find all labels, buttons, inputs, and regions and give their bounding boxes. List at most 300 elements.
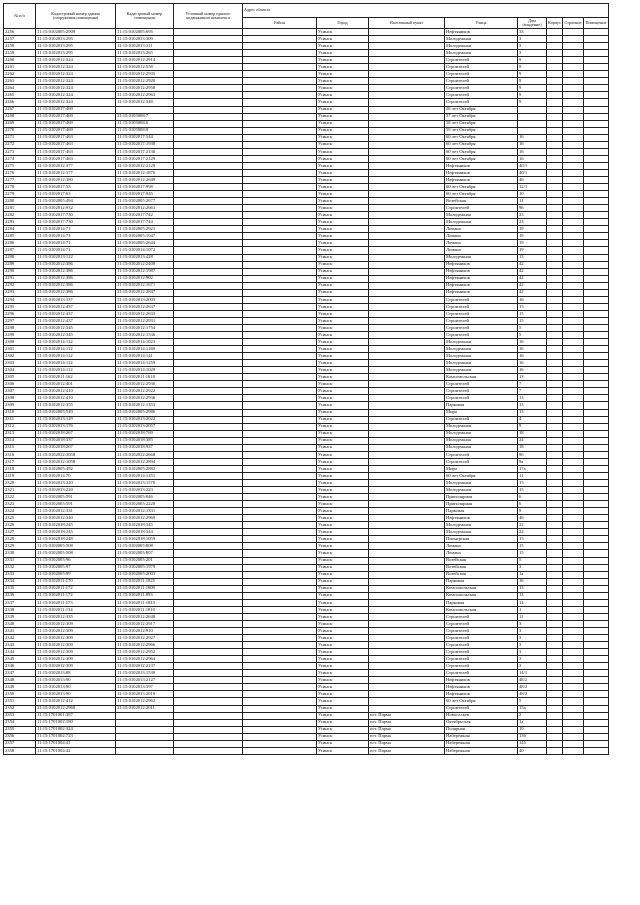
cell-number: 2324 (4, 508, 36, 515)
cell-building (562, 557, 583, 564)
cell-cadastral-room: 11:15:0102017:2129 (116, 155, 174, 162)
cell-city: Усинск (317, 113, 369, 120)
table-row (4, 113, 609, 120)
cell-city: Усинск (317, 522, 369, 529)
cell-house: 46 (518, 176, 547, 183)
cell-street: Строителей (445, 620, 518, 627)
cell-city: Усинск (317, 317, 369, 324)
cell-city: Усинск (317, 381, 369, 388)
cell-conditional-number (174, 240, 243, 247)
cell-building (562, 529, 583, 536)
cell-cadastral-building: 11:15:0102012:437 (36, 310, 116, 317)
cell-cadastral-building: 11:15:0102012:437 (36, 317, 116, 324)
cell-region (243, 78, 317, 85)
cell-building (562, 43, 583, 50)
cell-cadastral-building: 11:15:0102017:469 (36, 113, 116, 120)
cell-korpus (547, 212, 563, 219)
cell-city: Усинск (317, 663, 369, 670)
cell-settlement (369, 472, 445, 479)
cell-street: Молодежная (445, 444, 518, 451)
cell-room (583, 332, 608, 339)
cell-street: Молодежная (445, 43, 518, 50)
cell-korpus (547, 85, 563, 92)
cell-house: 9 (518, 92, 547, 99)
cell-number: 2302 (4, 353, 36, 360)
cell-settlement (369, 522, 445, 529)
cell-cadastral-building: 11:15:0102012:437 (36, 303, 116, 310)
cell-city: Усинск (317, 501, 369, 508)
cell-number: 2280 (4, 198, 36, 205)
table-row (4, 571, 609, 578)
cell-conditional-number (174, 141, 243, 148)
cell-region (243, 233, 317, 240)
cell-conditional-number (174, 472, 243, 479)
cell-building (562, 367, 583, 374)
cell-number: 2301 (4, 346, 36, 353)
cell-city: Усинск (317, 43, 369, 50)
cell-room (583, 515, 608, 522)
table-row (4, 543, 609, 550)
cell-conditional-number (174, 268, 243, 275)
cell-korpus (547, 663, 563, 670)
cell-street: Ломана (445, 233, 518, 240)
cell-street: Молодежная (445, 360, 518, 367)
cell-number: 2293 (4, 289, 36, 296)
cell-cadastral-room: 11:15:0102012:1987 (116, 268, 174, 275)
cell-street: 57 лет Октября (445, 113, 518, 120)
cell-city: Усинск (317, 451, 369, 458)
cell-number: 2267 (4, 106, 36, 113)
cell-korpus (547, 501, 563, 508)
table-row (4, 282, 609, 289)
cell-city: Усинск (317, 127, 369, 134)
table-row (4, 191, 609, 198)
cell-cadastral-building: 11:15:0102012:309 (36, 663, 116, 670)
cell-building (562, 494, 583, 501)
cell-cadastral-building: 11:15:0102012:324 (36, 71, 116, 78)
cell-house: 13 (518, 254, 547, 261)
cell-number: 2277 (4, 176, 36, 183)
cell-korpus (547, 148, 563, 155)
cell-settlement: пгт. Парма (369, 747, 445, 754)
cell-region (243, 381, 317, 388)
cell-building (562, 282, 583, 289)
cell-building (562, 536, 583, 543)
cell-house: 13 (518, 585, 547, 592)
cell-city: Усинск (317, 346, 369, 353)
cell-settlement (369, 176, 445, 183)
cell-conditional-number (174, 219, 243, 226)
cell-region (243, 92, 317, 99)
cell-cadastral-building: 11:15:0102018:267 (36, 430, 116, 437)
cell-city: Усинск (317, 289, 369, 296)
cell-number: 2266 (4, 99, 36, 106)
cell-cadastral-building: 11:15:1701004:41 (36, 740, 116, 747)
cell-number: 2268 (4, 113, 36, 120)
cell-cadastral-building: 11:15:0102014:112 (36, 339, 116, 346)
cell-cadastral-room: 11:15:0102012:1876 (116, 169, 174, 176)
cell-cadastral-building: 11:15:0102012:377 (36, 162, 116, 169)
cell-settlement (369, 169, 445, 176)
cell-number: 2353 (4, 712, 36, 719)
cell-street: Нефтяников (445, 691, 518, 698)
cell-conditional-number (174, 43, 243, 50)
cell-number: 2283 (4, 219, 36, 226)
cell-settlement (369, 480, 445, 487)
cell-street: Молодежная (445, 487, 518, 494)
cell-house: 16 (518, 346, 547, 353)
cell-city: Усинск (317, 205, 369, 212)
cell-region (243, 176, 317, 183)
cell-house: 13 (518, 374, 547, 381)
cell-korpus (547, 191, 563, 198)
cell-cadastral-room: 11:15:0102012:2952 (116, 649, 174, 656)
cell-room (583, 127, 608, 134)
cell-street: Строителей (445, 663, 518, 670)
cell-cadastral-room: 11:15:0102005:2986 (116, 409, 174, 416)
table-row (4, 564, 609, 571)
cell-settlement (369, 367, 445, 374)
cell-cadastral-room: 11:15:0102012:1754 (116, 324, 174, 331)
cell-region (243, 268, 317, 275)
cell-house: 40 (518, 747, 547, 754)
cell-room (583, 219, 608, 226)
cell-conditional-number (174, 416, 243, 423)
cell-street: Набережная (445, 747, 518, 754)
cell-city: Усинск (317, 416, 369, 423)
cell-korpus (547, 310, 563, 317)
cell-conditional-number (174, 303, 243, 310)
cell-street: Парковая (445, 402, 518, 409)
cell-region (243, 113, 317, 120)
cell-house: 9 (518, 85, 547, 92)
cell-cadastral-room: 11:15:0102013:223 (116, 487, 174, 494)
cell-city: Усинск (317, 402, 369, 409)
cell-street: Ломана (445, 240, 518, 247)
cell-number: 2338 (4, 606, 36, 613)
cell-house: 5 (518, 324, 547, 331)
cell-street: Нефтяников (445, 261, 518, 268)
table-row (4, 85, 609, 92)
cell-building (562, 550, 583, 557)
cell-cadastral-room: 11:15:0102005:2003 (116, 571, 174, 578)
cell-number: 2350 (4, 691, 36, 698)
cell-house: 40/1 (518, 162, 547, 169)
cell-room (583, 71, 608, 78)
cell-korpus (547, 346, 563, 353)
cell-korpus (547, 508, 563, 515)
cell-cadastral-building: 11:15:0102013:90 (36, 677, 116, 684)
cell-building (562, 339, 583, 346)
table-row (4, 585, 609, 592)
cell-settlement (369, 578, 445, 585)
cell-house: 19 (518, 240, 547, 247)
cell-cadastral-room: 11:15:0102013:1530 (116, 670, 174, 677)
cell-street: Молодежная (445, 254, 518, 261)
cell-city: Усинск (317, 747, 369, 754)
cell-city: Усинск (317, 733, 369, 740)
cell-conditional-number (174, 515, 243, 522)
cell-korpus (547, 219, 563, 226)
cell-building (562, 480, 583, 487)
cell-street: Парковая (445, 508, 518, 515)
cell-cadastral-room: 11:15:0102011:1810 (116, 606, 174, 613)
cell-building (562, 134, 583, 141)
cell-city: Усинск (317, 571, 369, 578)
cell-cadastral-building: 11:15:0102017:463 (36, 141, 116, 148)
cell-house: 48/2 (518, 691, 547, 698)
table-row (4, 71, 609, 78)
cell-room (583, 191, 608, 198)
cell-cadastral-room: 11:15:0102013:2057 (116, 423, 174, 430)
col-house-header: Дом (владение) (518, 18, 547, 29)
cell-conditional-number (174, 254, 243, 261)
cell-cadastral-room: 11:15:0102012:2917 (116, 620, 174, 627)
cell-house: 15 (518, 310, 547, 317)
cell-settlement (369, 29, 445, 36)
cell-region (243, 120, 317, 127)
cell-conditional-number (174, 50, 243, 57)
cell-cadastral-building: 11:15:0102017:463 (36, 155, 116, 162)
cell-city: Усинск (317, 191, 369, 198)
cell-cadastral-building: 11:15:0102012:324 (36, 92, 116, 99)
cell-region (243, 367, 317, 374)
table-row (4, 515, 609, 522)
cell-region (243, 620, 317, 627)
cell-cadastral-room: 11:15:0102012:1353 (116, 402, 174, 409)
cell-region (243, 71, 317, 78)
cell-city: Усинск (317, 684, 369, 691)
cell-house: 15 (518, 550, 547, 557)
cell-korpus (547, 233, 563, 240)
cell-room (583, 395, 608, 402)
cell-settlement (369, 106, 445, 113)
cell-building (562, 155, 583, 162)
cell-room (583, 691, 608, 698)
cell-building (562, 141, 583, 148)
table-row (4, 437, 609, 444)
cell-conditional-number (174, 677, 243, 684)
cell-house: 9 (518, 78, 547, 85)
table-row (4, 78, 609, 85)
cell-cadastral-room: 11:15:0102013:1570 (116, 480, 174, 487)
cell-number: 2287 (4, 247, 36, 254)
cell-street: Нефтяников (445, 684, 518, 691)
cell-house: 4 (518, 416, 547, 423)
cell-korpus (547, 50, 563, 57)
cell-city: Усинск (317, 494, 369, 501)
cell-cadastral-building: 11:15:0102013:88 (36, 670, 116, 677)
cell-conditional-number (174, 324, 243, 331)
cell-cadastral-building: 11:15:0102012:324 (36, 64, 116, 71)
cell-cadastral-building: 11:15:0102017:469 (36, 120, 116, 127)
cell-region (243, 212, 317, 219)
cell-cadastral-room: 11:15:0102012:2408 (116, 261, 174, 268)
table-row (4, 310, 609, 317)
cell-region (243, 599, 317, 606)
cell-conditional-number (174, 536, 243, 543)
cell-house: 3 (518, 50, 547, 57)
table-row (4, 205, 609, 212)
cell-cadastral-room: 11:15:0102018:1059 (116, 536, 174, 543)
cell-room (583, 733, 608, 740)
table-row (4, 733, 609, 740)
cell-city: Усинск (317, 219, 369, 226)
cell-cadastral-room: 11:15:0102018:385 (116, 437, 174, 444)
cell-conditional-number (174, 332, 243, 339)
cell-room (583, 339, 608, 346)
col-number-header: № п/п (4, 4, 36, 29)
cell-city: Усинск (317, 169, 369, 176)
cell-cadastral-room: 11:15:0102005:1047 (116, 233, 174, 240)
cell-city: Усинск (317, 261, 369, 268)
cell-city: Усинск (317, 254, 369, 261)
cell-korpus (547, 367, 563, 374)
cell-conditional-number (174, 106, 243, 113)
cell-number: 2321 (4, 487, 36, 494)
cell-street: Ломана (445, 247, 518, 254)
cell-cadastral-building: 11:15:0102012:309 (36, 620, 116, 627)
cell-cadastral-room: 11:15:0102014:1251 (116, 472, 174, 479)
cell-cadastral-building: 11:15:0102011:162 (36, 374, 116, 381)
cell-city: Усинск (317, 649, 369, 656)
cell-cadastral-building: 11:15:0102014:71 (36, 226, 116, 233)
cell-settlement (369, 78, 445, 85)
cell-street: Нефтяников (445, 162, 518, 169)
cell-city: Усинск (317, 360, 369, 367)
cell-cadastral-building: 11:15:0102005:96 (36, 557, 116, 564)
cell-region (243, 205, 317, 212)
cell-room (583, 627, 608, 634)
cell-building (562, 613, 583, 620)
table-row (4, 430, 609, 437)
cell-settlement (369, 402, 445, 409)
table-row (4, 620, 609, 627)
cell-region (243, 275, 317, 282)
cell-street: Нефтяников (445, 268, 518, 275)
cell-korpus (547, 57, 563, 64)
cell-korpus (547, 240, 563, 247)
cell-house: 9 (518, 64, 547, 71)
cell-room (583, 353, 608, 360)
cell-conditional-number (174, 169, 243, 176)
cell-number: 2286 (4, 240, 36, 247)
col-settlement-header: Населенный пункт (369, 18, 445, 29)
cell-house: 16 (518, 155, 547, 162)
cell-street: Строителей (445, 381, 518, 388)
cell-number: 2342 (4, 635, 36, 642)
cell-region (243, 564, 317, 571)
table-row (4, 719, 609, 726)
cell-street: Строителей (445, 670, 518, 677)
table-row (4, 522, 609, 529)
cell-korpus (547, 169, 563, 176)
cell-street: Молодежная (445, 346, 518, 353)
cell-house: 145 (518, 740, 547, 747)
cell-house: 42 (518, 282, 547, 289)
table-row (4, 395, 609, 402)
cell-city: Усинск (317, 29, 369, 36)
cell-settlement (369, 226, 445, 233)
cell-house: 12/1 (518, 184, 547, 191)
cell-building (562, 29, 583, 36)
cell-cadastral-room (116, 747, 174, 754)
cell-number: 2312 (4, 423, 36, 430)
table-row (4, 494, 609, 501)
cell-korpus (547, 134, 563, 141)
table-row (4, 670, 609, 677)
cell-settlement (369, 592, 445, 599)
cell-region (243, 522, 317, 529)
cell-cadastral-room: 11:15:0102014:1028 (116, 367, 174, 374)
cell-number: 2309 (4, 402, 36, 409)
cell-conditional-number (174, 465, 243, 472)
cell-cadastral-building: 11:15:0102012:410 (36, 388, 116, 395)
cell-cadastral-building: 11:15:0102013:176 (36, 423, 116, 430)
cell-conditional-number (174, 296, 243, 303)
cell-korpus (547, 332, 563, 339)
cell-cadastral-room: 11:15:0102014:1023 (116, 339, 174, 346)
cell-street: Приполярная (445, 501, 518, 508)
cell-cadastral-room: 11:15:0102014:1269 (116, 346, 174, 353)
cell-city: Усинск (317, 606, 369, 613)
table-row (4, 480, 609, 487)
cell-region (243, 416, 317, 423)
cell-number: 2275 (4, 162, 36, 169)
cell-street: 60 лет Октября (445, 134, 518, 141)
cell-number: 2341 (4, 627, 36, 634)
cell-settlement (369, 430, 445, 437)
cell-korpus (547, 296, 563, 303)
cell-cadastral-room: 11:15:0102005:2644 (116, 240, 174, 247)
cell-room (583, 536, 608, 543)
cell-korpus (547, 162, 563, 169)
cell-region (243, 155, 317, 162)
cell-cadastral-room: 11:15:0102013:597 (116, 684, 174, 691)
cell-region (243, 184, 317, 191)
cell-cadastral-room: 11:15:0102005:1979 (116, 564, 174, 571)
table-row (4, 50, 609, 57)
cell-korpus (547, 247, 563, 254)
cell-settlement (369, 148, 445, 155)
table-row (4, 99, 609, 106)
table-row (4, 374, 609, 381)
table-row (4, 29, 609, 36)
cell-number: 2299 (4, 332, 36, 339)
cell-street: Комсомольская (445, 585, 518, 592)
cell-cadastral-building: 11:15:0102013:295 (36, 43, 116, 50)
cell-room (583, 458, 608, 465)
cell-region (243, 339, 317, 346)
cell-number: 2272 (4, 141, 36, 148)
cell-korpus (547, 649, 563, 656)
cell-cadastral-building: 11:15:1701004:42 (36, 747, 116, 754)
cell-conditional-number (174, 205, 243, 212)
cell-settlement (369, 508, 445, 515)
cell-street: Комсомольская (445, 606, 518, 613)
cell-cadastral-building: 11:15:0102013:129 (36, 416, 116, 423)
cell-building (562, 733, 583, 740)
cell-city: Усинск (317, 99, 369, 106)
cell-room (583, 92, 608, 99)
cell-conditional-number (174, 705, 243, 712)
cell-street: Приполярная (445, 494, 518, 501)
cell-cadastral-room: 11:15:0102012:2969 (116, 515, 174, 522)
cell-cadastral-building: 11:15:0102012:932 (36, 205, 116, 212)
cell-settlement (369, 205, 445, 212)
cell-cadastral-building: 11:15:0102011:134 (36, 606, 116, 613)
cell-region (243, 64, 317, 71)
